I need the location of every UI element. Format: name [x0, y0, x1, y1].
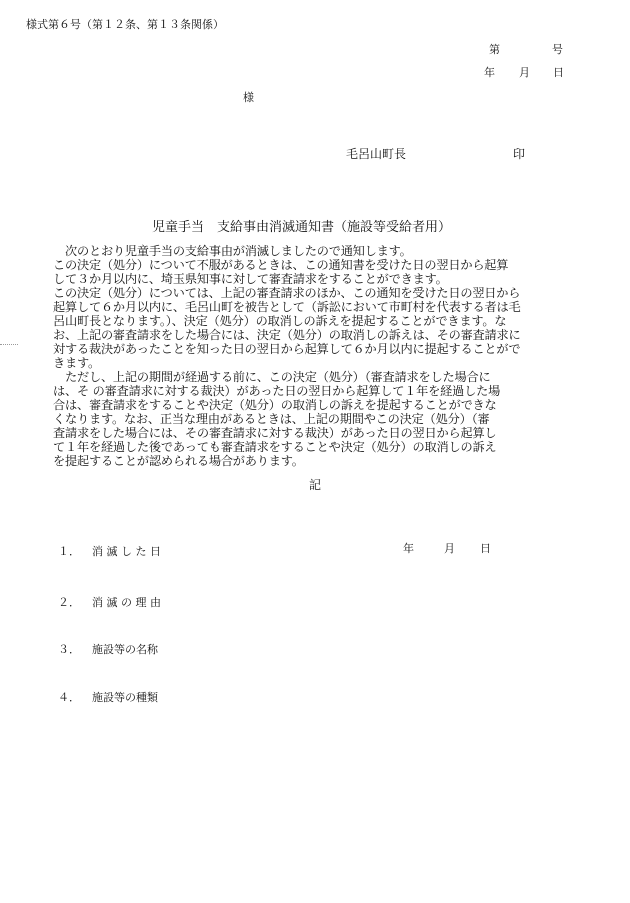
item-label: 施設等の名称 — [92, 643, 158, 656]
item-date-day: 日 — [480, 542, 491, 555]
item-number: ２． — [58, 596, 80, 609]
item-label: 施設等の種類 — [92, 691, 158, 704]
item-number: １． — [58, 545, 80, 558]
date-month: 月 — [519, 66, 530, 79]
issuer-name: 毛呂山町長 — [346, 147, 407, 161]
body-line: お、上記の審査請求をした場合には、決定（処分）の取消しの訴えは、その審査請求に — [53, 328, 521, 342]
form-number: 様式第６号（第１２条、第１３条関係） — [26, 18, 224, 31]
body-line: て１年を経過した後であっても審査請求をすることや決定（処分）の取消しの訴え — [53, 440, 497, 454]
recipient-suffix: 様 — [243, 91, 254, 104]
item-label: 消 滅 の 理 由 — [92, 596, 161, 609]
body-line: ただし、上記の期間が経過する前に、この決定（処分）（審査請求をした場合に — [53, 370, 491, 384]
body-line: は、そ の審査請求に対する裁決）があった日の翌日から起算して１年を経過した場 — [53, 384, 501, 398]
body-line: して３か月以内に、埼玉県知事に対して審査請求をすることができます。 — [53, 272, 448, 286]
body-line: 査請求をした場合には、その審査請求に対する裁決）があった日の翌日から起算し — [53, 426, 497, 440]
item-label: 消 滅 し た 日 — [92, 545, 161, 558]
document-title: 児童手当 支給事由消滅通知書（施設等受給者用） — [152, 220, 452, 235]
body-line: きます。 — [53, 356, 100, 370]
number-label: 第 — [489, 43, 500, 56]
margin-dotted-line — [0, 344, 18, 345]
body-line: この決定（処分）については、上記の審査請求のほか、この通知を受けた日の翌日から — [53, 286, 521, 300]
body-line: 合は、審査請求をすることや決定（処分）の取消しの訴えを提起することができな — [53, 398, 497, 412]
body-line: この決定（処分）について不服があるときは、この通知書を受けた日の翌日から起算 — [53, 258, 509, 272]
number-suffix: 号 — [552, 43, 563, 56]
date-day: 日 — [553, 66, 564, 79]
body-line: 起算して６か月以内に、毛呂山町を被告として（訴訟において市町村を代表する者は毛 — [53, 300, 521, 314]
item-date-month: 月 — [444, 542, 455, 555]
body-line: くなります。なお、正当な理由があるときは、上記の期間やこの決定（処分）（審 — [53, 412, 490, 426]
ki-heading: 記 — [309, 478, 322, 492]
item-date-year: 年 — [403, 542, 414, 555]
body-line: 対する裁決があったことを知った日の翌日から起算して６か月以内に提起することがで — [53, 342, 521, 356]
body-line: を提起することが認められる場合があります。 — [53, 454, 304, 468]
seal-mark: 印 — [513, 147, 526, 161]
body-line: 次のとおり児童手当の支給事由が消滅しましたので通知します。 — [53, 244, 412, 258]
body-line: 呂山町長となります。）、決定（処分）の取消しの訴えを提起することができます。な — [53, 314, 507, 328]
item-number: ３． — [58, 643, 80, 656]
item-number: ４． — [58, 691, 80, 704]
date-year: 年 — [484, 66, 495, 79]
